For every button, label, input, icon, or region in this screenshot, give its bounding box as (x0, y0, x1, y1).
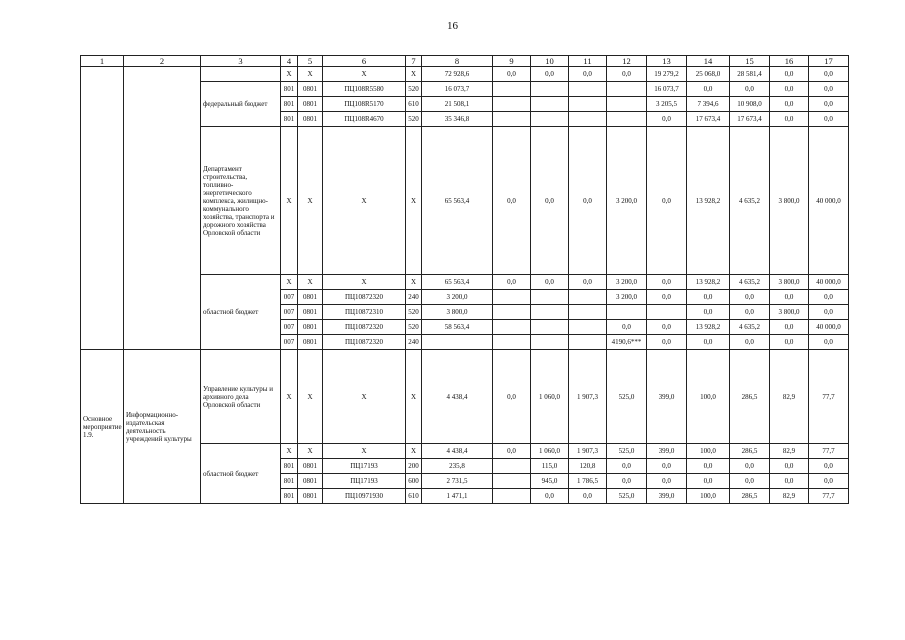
table-cell (493, 97, 531, 112)
table-cell: 1 907,3 (569, 350, 607, 444)
header-cell: 7 (406, 56, 422, 67)
table-cell (531, 97, 569, 112)
table-cell: X (298, 350, 323, 444)
table-cell: 0,0 (687, 82, 730, 97)
table-row (81, 350, 849, 444)
table-cell (647, 305, 687, 320)
table-cell (493, 489, 531, 504)
table-cell: 4190,6*** (607, 335, 647, 350)
table-cell: 240 (406, 335, 422, 350)
header-cell: 9 (493, 56, 531, 67)
header-cell: 3 (201, 56, 281, 67)
table-cell: 286,5 (730, 444, 770, 459)
header-row (81, 56, 849, 67)
table-cell: 0,0 (647, 290, 687, 305)
header-cell: 12 (607, 56, 647, 67)
table-cell: 0,0 (809, 335, 849, 350)
table-cell: 520 (406, 112, 422, 127)
table-cell: 0,0 (809, 67, 849, 82)
table-cell: 0,0 (607, 474, 647, 489)
table-cell: 525,0 (607, 489, 647, 504)
table-cell (569, 82, 607, 97)
activity-label: Информационно-издательская деятельность учреждений культуры (124, 350, 201, 504)
empty-cell (201, 67, 281, 82)
table-cell: 82,9 (770, 489, 809, 504)
department-label: Департамент строительства, топливно-энергетического комплекса, жилищно-коммунального хозяйства, транспорта и дорожного хозяйства Орловской области (201, 127, 281, 275)
table-cell: 0,0 (647, 459, 687, 474)
table-cell: X (298, 127, 323, 275)
table-cell: 1 786,5 (569, 474, 607, 489)
table-cell: 801 (281, 489, 298, 504)
table-cell: 2 731,5 (422, 474, 493, 489)
table-cell (531, 320, 569, 335)
table-cell: 3 200,0 (607, 127, 647, 275)
table-cell: 13 928,2 (687, 275, 730, 290)
table-cell: 0,0 (770, 97, 809, 112)
table-cell: X (281, 444, 298, 459)
table-cell: X (406, 275, 422, 290)
table-cell: 801 (281, 112, 298, 127)
table-cell: 4 635,2 (730, 127, 770, 275)
table-cell: X (298, 67, 323, 82)
header-cell: 15 (730, 56, 770, 67)
regional-budget-label: областной бюджет (201, 444, 281, 504)
table-cell: 610 (406, 489, 422, 504)
table-cell: 0,0 (770, 82, 809, 97)
table-cell: 240 (406, 290, 422, 305)
table-cell: 0,0 (730, 82, 770, 97)
table-cell: 58 563,4 (422, 320, 493, 335)
table-cell: 0,0 (607, 459, 647, 474)
table-cell (493, 459, 531, 474)
table-cell: 82,9 (770, 444, 809, 459)
header-cell: 17 (809, 56, 849, 67)
table-cell: 0,0 (647, 320, 687, 335)
table-cell: 28 581,4 (730, 67, 770, 82)
table-cell: ПЦ108R5170 (323, 97, 406, 112)
table-cell: X (323, 350, 406, 444)
table-cell: 72 928,6 (422, 67, 493, 82)
table-cell: X (281, 275, 298, 290)
table-cell: 0,0 (647, 112, 687, 127)
table-cell: ПЦ108R4670 (323, 112, 406, 127)
table-cell: X (406, 127, 422, 275)
federal-budget-label: федеральный бюджет (201, 82, 281, 127)
table-cell: 3 800,0 (422, 305, 493, 320)
table-cell: 77,7 (809, 444, 849, 459)
table-cell (569, 305, 607, 320)
empty-cell (81, 67, 124, 350)
budget-table (80, 55, 849, 504)
table-cell: 0,0 (493, 275, 531, 290)
table-cell: ПЦ10872320 (323, 320, 406, 335)
table-cell (531, 335, 569, 350)
table-cell: 0,0 (647, 474, 687, 489)
table-cell: 0801 (298, 320, 323, 335)
table-cell: 77,7 (809, 350, 849, 444)
table-cell: 3 200,0 (607, 290, 647, 305)
header-cell: 5 (298, 56, 323, 67)
table-cell: 0,0 (531, 275, 569, 290)
table-cell: X (298, 275, 323, 290)
table-cell: 1 907,3 (569, 444, 607, 459)
table-cell: 0,0 (730, 335, 770, 350)
table-cell (607, 82, 647, 97)
table-cell: 0,0 (493, 444, 531, 459)
header-cell: 11 (569, 56, 607, 67)
table-cell: 19 279,2 (647, 67, 687, 82)
table-cell: 945,0 (531, 474, 569, 489)
table-cell: 610 (406, 97, 422, 112)
table-cell: 0,0 (687, 459, 730, 474)
table-cell: 3 205,5 (647, 97, 687, 112)
table-cell: 0801 (298, 82, 323, 97)
table-cell: 801 (281, 474, 298, 489)
table-cell (493, 290, 531, 305)
table-cell (422, 335, 493, 350)
table-cell: 1 060,0 (531, 444, 569, 459)
table-cell: 801 (281, 82, 298, 97)
main-event-label: Основное мероприятие 1.9. (81, 350, 124, 504)
table-cell: 0,0 (809, 290, 849, 305)
table-cell: 0,0 (730, 474, 770, 489)
table-cell: 100,0 (687, 444, 730, 459)
empty-cell (124, 67, 201, 350)
table-cell: 0,0 (770, 112, 809, 127)
table-cell: 007 (281, 335, 298, 350)
table-cell: 3 200,0 (422, 290, 493, 305)
table-cell: 4 438,4 (422, 350, 493, 444)
table-cell: 0,0 (687, 474, 730, 489)
page-number: 16 (447, 20, 458, 32)
table-cell: 0,0 (493, 127, 531, 275)
table-cell: ПЦ10872320 (323, 335, 406, 350)
table-cell: 0,0 (809, 474, 849, 489)
table-cell: 801 (281, 459, 298, 474)
table-cell: 0,0 (809, 305, 849, 320)
table-cell: 13 928,2 (687, 320, 730, 335)
header-cell: 14 (687, 56, 730, 67)
header-cell: 1 (81, 56, 124, 67)
header-cell: 6 (323, 56, 406, 67)
table-cell: X (323, 127, 406, 275)
table-cell (493, 305, 531, 320)
table-cell: 600 (406, 474, 422, 489)
table-cell: 35 346,8 (422, 112, 493, 127)
table-cell: 0,0 (569, 275, 607, 290)
table-cell: 40 000,0 (809, 127, 849, 275)
table-cell: 3 800,0 (770, 127, 809, 275)
table-cell: 16 073,7 (422, 82, 493, 97)
table-cell: 0,0 (809, 97, 849, 112)
table-cell: ПЦ10872320 (323, 290, 406, 305)
table-cell: 0,0 (809, 82, 849, 97)
table-cell: 82,9 (770, 350, 809, 444)
table-cell: 40 000,0 (809, 320, 849, 335)
table-cell: 0,0 (569, 127, 607, 275)
table-cell: 0,0 (493, 67, 531, 82)
table-cell: 0801 (298, 489, 323, 504)
table-cell (569, 290, 607, 305)
table-cell: 0,0 (687, 290, 730, 305)
table-cell: 3 800,0 (770, 305, 809, 320)
header-cell: 13 (647, 56, 687, 67)
table-cell: 007 (281, 320, 298, 335)
table-cell: ПЦ10872310 (323, 305, 406, 320)
table-cell: 0801 (298, 305, 323, 320)
table-cell: 399,0 (647, 350, 687, 444)
table-cell: 0,0 (607, 67, 647, 82)
table-cell: ПЦ108R5580 (323, 82, 406, 97)
table-cell (569, 112, 607, 127)
table-cell: 0,0 (531, 489, 569, 504)
table-cell: 3 800,0 (770, 275, 809, 290)
table-row (81, 67, 849, 82)
table-cell: 520 (406, 82, 422, 97)
table-cell: ПЦ17193 (323, 474, 406, 489)
table-cell: 0801 (298, 112, 323, 127)
table-cell: X (406, 350, 422, 444)
table-cell: 399,0 (647, 444, 687, 459)
table-cell: 0,0 (770, 474, 809, 489)
table-cell: 0,0 (569, 489, 607, 504)
table-cell: 520 (406, 305, 422, 320)
table-cell (607, 305, 647, 320)
table-cell: 286,5 (730, 489, 770, 504)
table-cell: 0,0 (770, 335, 809, 350)
table-cell: 0,0 (493, 350, 531, 444)
table-cell: 0801 (298, 474, 323, 489)
table-cell (569, 97, 607, 112)
table-cell: 0801 (298, 290, 323, 305)
table-cell: 4 438,4 (422, 444, 493, 459)
header-cell: 16 (770, 56, 809, 67)
table-cell: 0,0 (687, 335, 730, 350)
table-cell: 525,0 (607, 350, 647, 444)
table-cell: 0,0 (770, 290, 809, 305)
table-cell (531, 290, 569, 305)
table-cell (607, 97, 647, 112)
table-cell (493, 82, 531, 97)
table-cell: 0,0 (647, 127, 687, 275)
table-cell: 0,0 (730, 290, 770, 305)
table-cell: 16 073,7 (647, 82, 687, 97)
table-cell: X (298, 444, 323, 459)
table-cell (569, 335, 607, 350)
table-cell: 17 673,4 (687, 112, 730, 127)
table-cell: 65 563,4 (422, 127, 493, 275)
table-cell: 286,5 (730, 350, 770, 444)
table-cell: 17 673,4 (730, 112, 770, 127)
table-cell: X (406, 67, 422, 82)
table-cell: 115,0 (531, 459, 569, 474)
header-cell: 10 (531, 56, 569, 67)
table-cell (493, 474, 531, 489)
table-cell (607, 112, 647, 127)
table-cell: 0801 (298, 335, 323, 350)
culture-department-label: Управление культуры и архивного дела Орловской области (201, 350, 281, 444)
table-cell: 0801 (298, 459, 323, 474)
table-cell: 1 471,1 (422, 489, 493, 504)
table-cell: 0,0 (809, 459, 849, 474)
table-cell: 0,0 (770, 320, 809, 335)
header-cell: 2 (124, 56, 201, 67)
table-cell: 007 (281, 305, 298, 320)
table-cell: 13 928,2 (687, 127, 730, 275)
table-cell: X (323, 275, 406, 290)
table-cell: 0,0 (531, 127, 569, 275)
table-cell: 10 908,0 (730, 97, 770, 112)
table-cell: X (323, 67, 406, 82)
table-cell: 1 060,0 (531, 350, 569, 444)
table-cell: 40 000,0 (809, 275, 849, 290)
table-cell (493, 335, 531, 350)
table-cell: 100,0 (687, 350, 730, 444)
table-cell: 235,8 (422, 459, 493, 474)
table-cell: 399,0 (647, 489, 687, 504)
table-cell: X (281, 127, 298, 275)
table-cell (493, 320, 531, 335)
table-cell: 007 (281, 290, 298, 305)
table-cell: 525,0 (607, 444, 647, 459)
table-cell (493, 112, 531, 127)
table-cell: 0,0 (607, 320, 647, 335)
table-cell: 0,0 (809, 112, 849, 127)
table-cell: 4 635,2 (730, 320, 770, 335)
table-cell (531, 305, 569, 320)
table-cell (531, 112, 569, 127)
header-cell: 8 (422, 56, 493, 67)
table-cell (569, 320, 607, 335)
table-cell: 200 (406, 459, 422, 474)
table-cell: ПЦ17193 (323, 459, 406, 474)
regional-budget-label: областной бюджет (201, 275, 281, 350)
table-cell: 65 563,4 (422, 275, 493, 290)
table-cell: 0801 (298, 97, 323, 112)
table-cell: 0,0 (770, 67, 809, 82)
table-cell: 0,0 (531, 67, 569, 82)
table-cell: 4 635,2 (730, 275, 770, 290)
table-cell: 100,0 (687, 489, 730, 504)
table-cell: 0,0 (569, 67, 607, 82)
table-cell: 801 (281, 97, 298, 112)
table-cell: 3 200,0 (607, 275, 647, 290)
table-cell: 77,7 (809, 489, 849, 504)
table-cell: 0,0 (730, 305, 770, 320)
table-cell: X (323, 444, 406, 459)
table-cell: 7 394,6 (687, 97, 730, 112)
table-cell: 120,8 (569, 459, 607, 474)
table-cell: X (281, 350, 298, 444)
table-cell: X (281, 67, 298, 82)
table-cell: 25 068,0 (687, 67, 730, 82)
table-cell: X (406, 444, 422, 459)
table-cell: 0,0 (647, 275, 687, 290)
table-cell: 520 (406, 320, 422, 335)
table-cell: 0,0 (647, 335, 687, 350)
header-cell: 4 (281, 56, 298, 67)
table-cell: 0,0 (687, 305, 730, 320)
table-cell: 0,0 (730, 459, 770, 474)
table-cell: ПЦ10971930 (323, 489, 406, 504)
table-cell: 0,0 (770, 459, 809, 474)
table-cell: 21 508,1 (422, 97, 493, 112)
table-cell (531, 82, 569, 97)
